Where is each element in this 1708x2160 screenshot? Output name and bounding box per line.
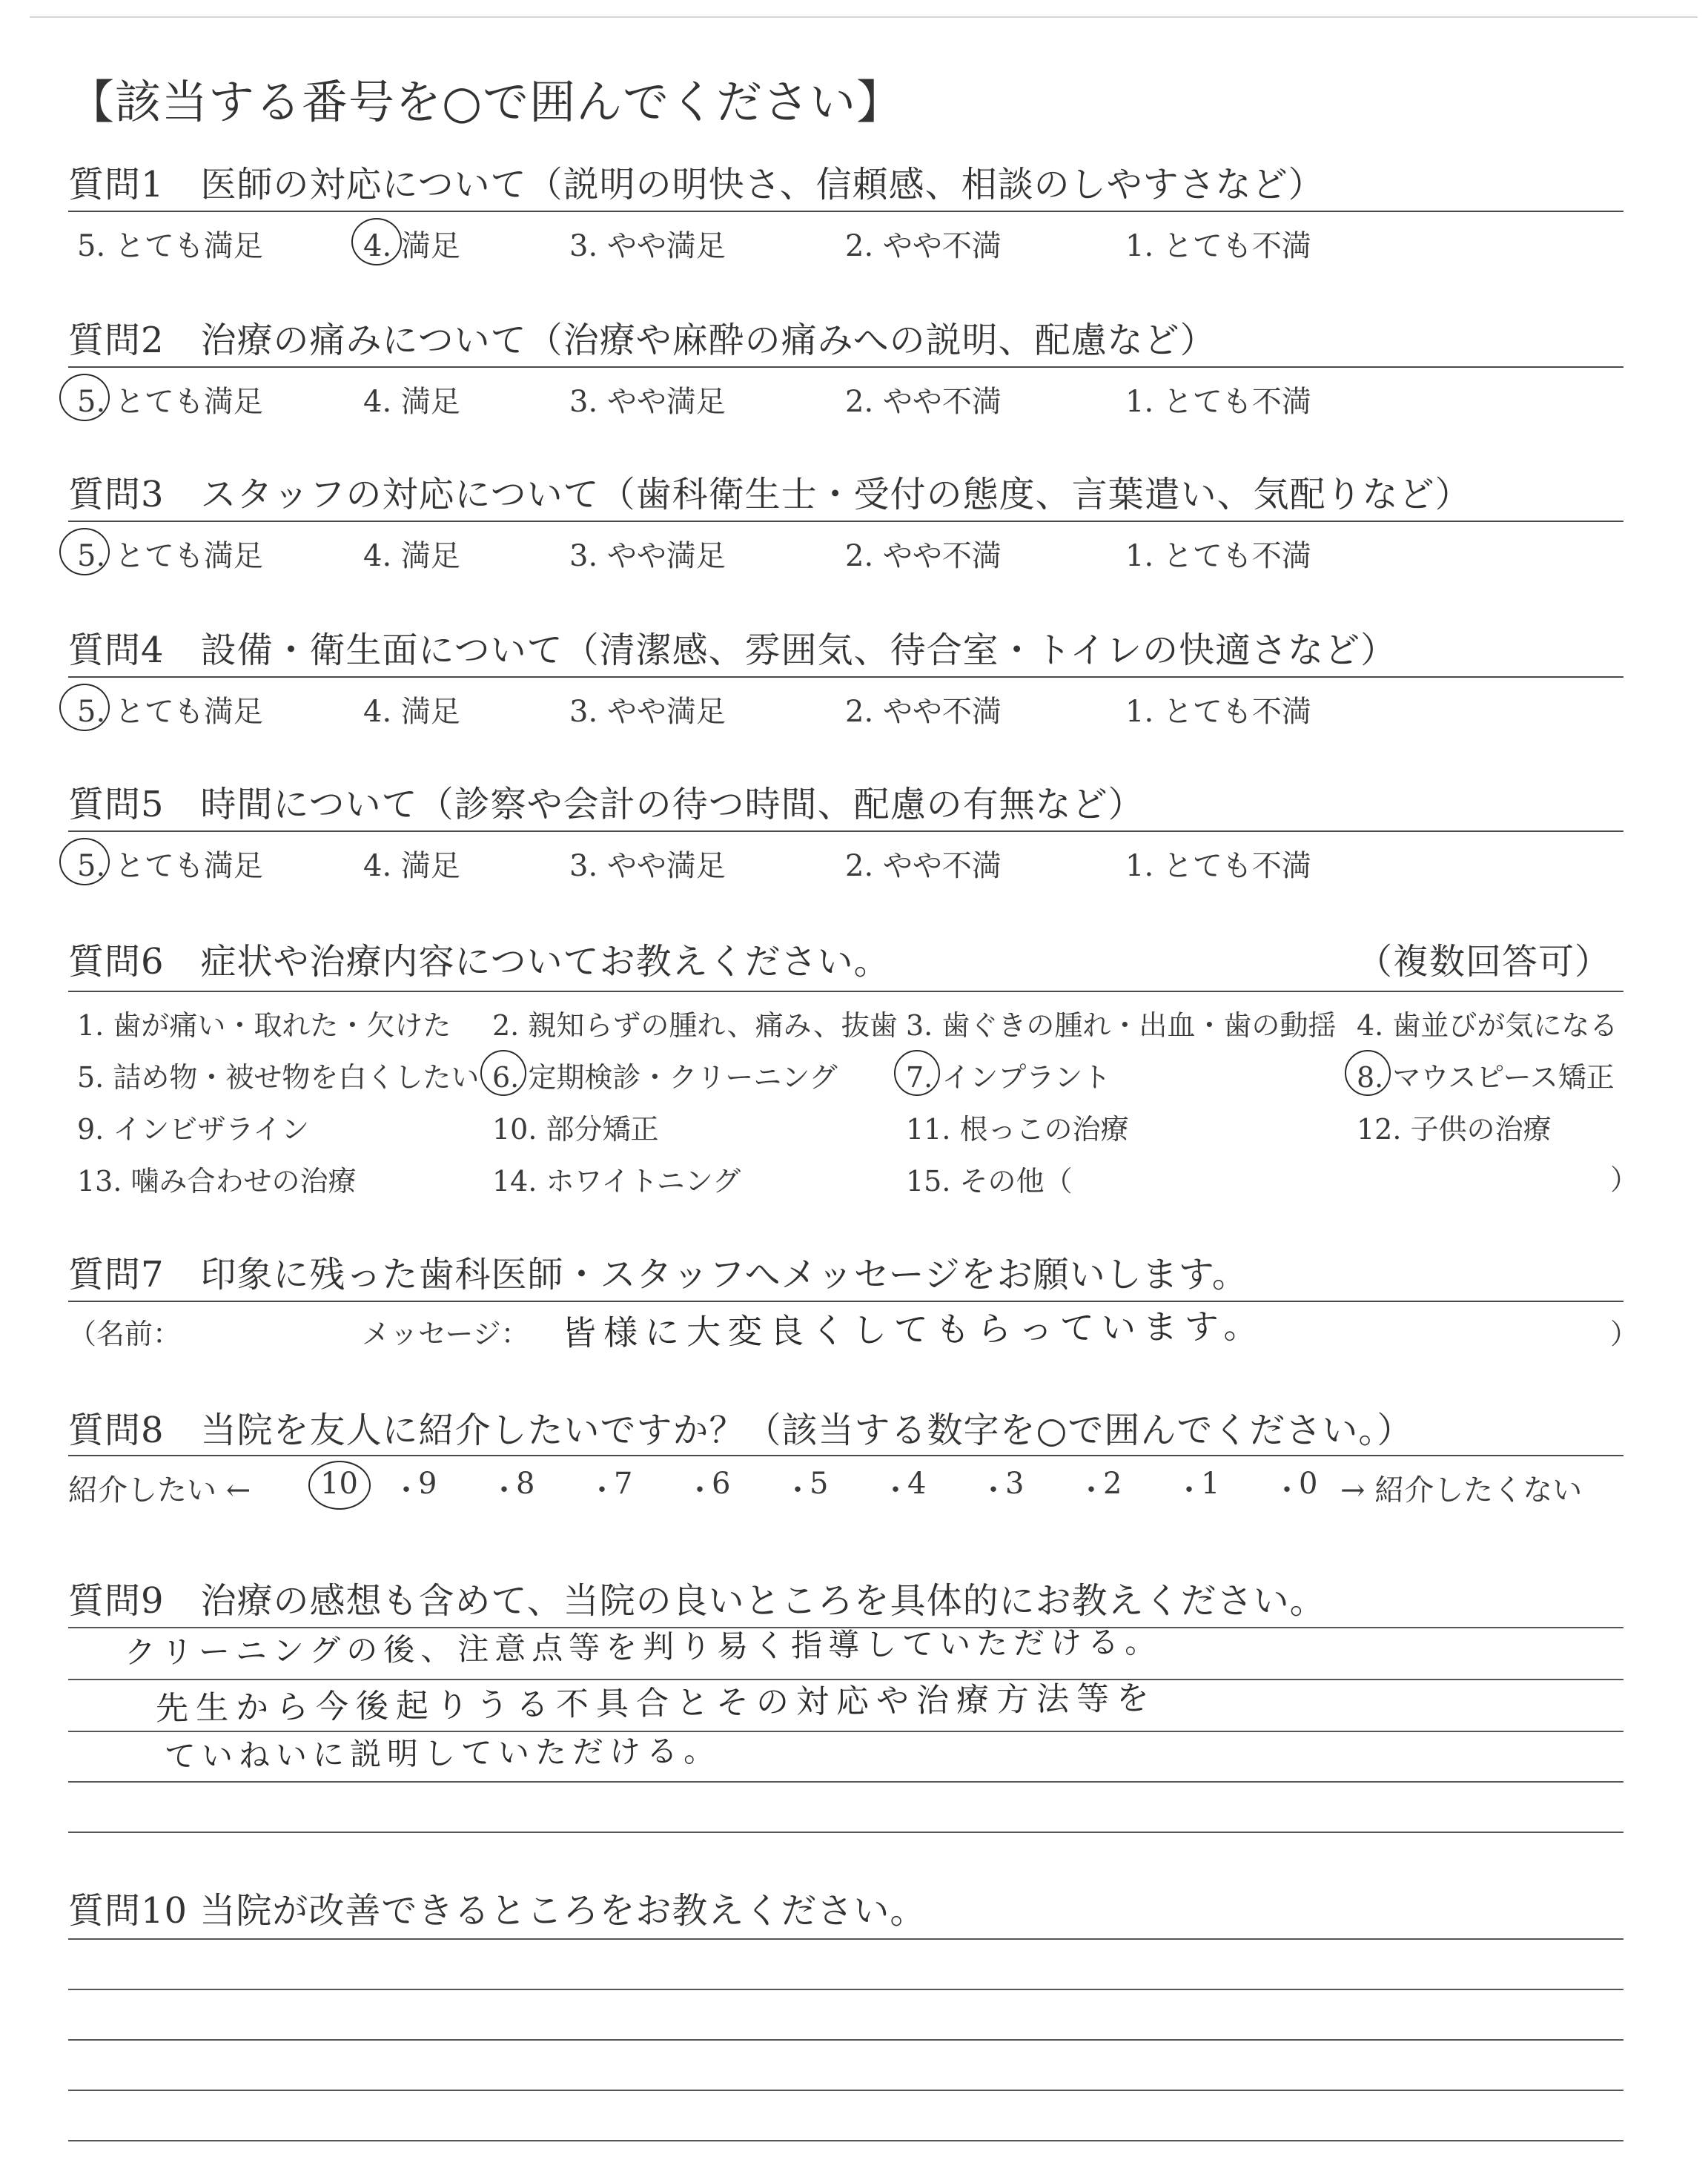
q9-line-5	[68, 1832, 1623, 1833]
q10-title: 質問10 当院が改善できるところをお教えください。	[68, 1890, 927, 1932]
q6-option-8[interactable]: 8. マウスピース矯正	[1357, 1061, 1615, 1094]
q10-line-1	[68, 1938, 1623, 1940]
q6-option-5[interactable]: 5. 詰め物・被せ物を白くしたい	[77, 1061, 480, 1094]
q8-dot-separator: ・	[979, 1473, 1008, 1507]
q6-option-3[interactable]: 3. 歯ぐきの腫れ・出血・歯の動揺	[906, 1009, 1337, 1042]
q1-option-1[interactable]: 1. とても不満	[1125, 229, 1311, 263]
q8-number-10[interactable]: 10	[320, 1467, 358, 1501]
q6-multi-note: （複数回答可）	[1357, 941, 1612, 982]
q1-option-2[interactable]: 2. やや不満	[845, 229, 1002, 263]
q6-selected-circle-6	[480, 1050, 526, 1096]
q1-rule	[68, 211, 1623, 212]
q8-selected-circle	[308, 1461, 371, 1510]
q8-number-0[interactable]: 0	[1299, 1467, 1318, 1501]
q8-left-label: 紹介したい ←	[68, 1473, 251, 1507]
page-top-edge	[30, 16, 1698, 18]
q6-option-6[interactable]: 6. 定期検診・クリーニング	[492, 1061, 838, 1094]
q8-dot-separator: ・	[685, 1473, 715, 1507]
q2-rule	[68, 366, 1623, 368]
q8-number-7[interactable]: 7	[614, 1467, 633, 1501]
q8-dot-separator: ・	[587, 1473, 617, 1507]
q5-option-5[interactable]: 5. とても満足	[77, 849, 263, 883]
q8-number-6[interactable]: 6	[712, 1467, 731, 1501]
q7-title: 質問7 印象に残った歯科医師・スタッフへメッセージをお願いします。	[68, 1254, 1248, 1295]
form-instruction-title: 【該当する番号を○で囲んでください】	[68, 75, 904, 129]
q9-line-4	[68, 1781, 1623, 1783]
q4-selected-circle	[59, 684, 110, 731]
q7-rule	[68, 1301, 1623, 1302]
q3-option-3[interactable]: 3. やや満足	[569, 539, 726, 573]
q8-title: 質問8 当院を友人に紹介したいですか？（該当する数字を○で囲んでください。）	[68, 1410, 1414, 1451]
q6-option-7[interactable]: 7. インプラント	[906, 1061, 1111, 1094]
q8-rule	[68, 1455, 1623, 1456]
q1-option-3[interactable]: 3. やや満足	[569, 229, 726, 263]
q2-option-4[interactable]: 4. 満足	[363, 385, 460, 419]
q3-title: 質問3 スタッフの対応について（歯科衛生士・受付の態度、言葉遣い、気配りなど）	[68, 474, 1472, 515]
q8-number-8[interactable]: 8	[516, 1467, 535, 1501]
q7-message-label: メッセージ：	[362, 1318, 529, 1350]
q6-option-15[interactable]: 15. その他（	[906, 1165, 1073, 1198]
q5-option-3[interactable]: 3. やや満足	[569, 849, 726, 883]
q8-number-3[interactable]: 3	[1005, 1467, 1025, 1501]
q8-number-4[interactable]: 4	[907, 1467, 927, 1501]
q1-option-5[interactable]: 5. とても満足	[77, 229, 263, 263]
q2-option-3[interactable]: 3. やや満足	[569, 385, 726, 419]
q10-line-5	[68, 2140, 1623, 2141]
q2-title: 質問2 治療の痛みについて（治療や麻酔の痛みへの説明、配慮など）	[68, 320, 1217, 361]
q3-option-1[interactable]: 1. とても不満	[1125, 539, 1311, 573]
q6-option-14[interactable]: 14. ホワイトニング	[492, 1165, 741, 1198]
q6-option-11[interactable]: 11. 根っこの治療	[906, 1113, 1129, 1146]
q5-rule	[68, 830, 1623, 832]
q6-option-10[interactable]: 10. 部分矯正	[492, 1113, 659, 1146]
q6-selected-circle-7	[894, 1050, 940, 1096]
q1-option-4[interactable]: 4. 満足	[363, 229, 460, 263]
q9-answer-line-1: クリーニングの後、注意点等を判り易く指導していただける。	[124, 1623, 1162, 1671]
q7-handwritten-message: 皆様に大変良くしてもらっています。	[561, 1306, 1265, 1353]
q1-title: 質問1 医師の対応について（説明の明快さ、信頼感、相談のしやすさなど）	[68, 164, 1325, 205]
q6-other-close-paren: ）	[1610, 1163, 1639, 1196]
q2-selected-circle	[59, 374, 110, 421]
q6-option-1[interactable]: 1. 歯が痛い・取れた・欠けた	[77, 1009, 451, 1042]
q3-rule	[68, 521, 1623, 522]
q8-dot-separator: ・	[783, 1473, 812, 1507]
q8-number-9[interactable]: 9	[418, 1467, 437, 1501]
q6-option-12[interactable]: 12. 子供の治療	[1357, 1113, 1552, 1146]
q5-option-1[interactable]: 1. とても不満	[1125, 849, 1311, 883]
q2-option-1[interactable]: 1. とても不満	[1125, 385, 1311, 419]
q4-option-3[interactable]: 3. やや満足	[569, 695, 726, 729]
q8-dot-separator: ・	[881, 1473, 910, 1507]
q10-line-4	[68, 2090, 1623, 2091]
q9-title: 質問9 治療の感想も含めて、当院の良いところを具体的にお教えください。	[68, 1580, 1326, 1622]
q9-answer-line-3: ていねいに説明していただける。	[164, 1732, 721, 1774]
q1-selected-circle	[351, 218, 402, 265]
q3-option-4[interactable]: 4. 満足	[363, 539, 460, 573]
q8-dot-separator: ・	[391, 1473, 421, 1507]
q6-title: 質問6 症状や治療内容についてお教えください。	[68, 941, 890, 982]
q8-right-label: → 紹介したくない	[1340, 1473, 1583, 1507]
q8-dot-separator: ・	[489, 1473, 519, 1507]
q4-option-4[interactable]: 4. 満足	[363, 695, 460, 729]
q9-answer-line-2: 先生から今後起りうる不具合とその対応や治療方法等を	[155, 1679, 1157, 1728]
q8-number-2[interactable]: 2	[1103, 1467, 1122, 1501]
q8-dot-separator: ・	[1076, 1473, 1106, 1507]
q3-selected-circle	[59, 528, 110, 575]
q8-number-5[interactable]: 5	[810, 1467, 829, 1501]
q8-dot-separator: ・	[1174, 1473, 1204, 1507]
q4-option-2[interactable]: 2. やや不満	[845, 695, 1002, 729]
q6-selected-circle-8	[1345, 1050, 1391, 1096]
q10-line-2	[68, 1989, 1623, 1990]
q5-title: 質問5 時間について（診察や会計の待つ時間、配慮の有無など）	[68, 784, 1145, 825]
q5-option-4[interactable]: 4. 満足	[363, 849, 460, 883]
q8-number-1[interactable]: 1	[1201, 1467, 1220, 1501]
q4-option-5[interactable]: 5. とても満足	[77, 695, 263, 729]
q6-rule	[68, 991, 1623, 992]
q6-option-13[interactable]: 13. 噛み合わせの治療	[77, 1165, 357, 1198]
q7-close-paren: ）	[1610, 1318, 1639, 1350]
q8-dot-separator: ・	[1272, 1473, 1302, 1507]
q6-option-9[interactable]: 9. インビザライン	[77, 1113, 310, 1146]
q2-option-2[interactable]: 2. やや不満	[845, 385, 1002, 419]
q4-option-1[interactable]: 1. とても不満	[1125, 695, 1311, 729]
q3-option-2[interactable]: 2. やや不満	[845, 539, 1002, 573]
q5-option-2[interactable]: 2. やや不満	[845, 849, 1002, 883]
q2-option-5[interactable]: 5. とても満足	[77, 385, 263, 419]
q10-line-3	[68, 2039, 1623, 2041]
q5-selected-circle	[59, 838, 110, 885]
q6-option-4[interactable]: 4. 歯並びが気になる	[1357, 1009, 1618, 1042]
q3-option-5[interactable]: 5. とても満足	[77, 539, 263, 573]
q6-option-2[interactable]: 2. 親知らずの腫れ、痛み、抜歯	[492, 1009, 898, 1042]
q4-title: 質問4 設備・衛生面について（清潔感、雰囲気、待合室・トイレの快適さなど）	[68, 630, 1397, 671]
q4-rule	[68, 676, 1623, 678]
q7-name-label: （名前：	[68, 1318, 182, 1350]
